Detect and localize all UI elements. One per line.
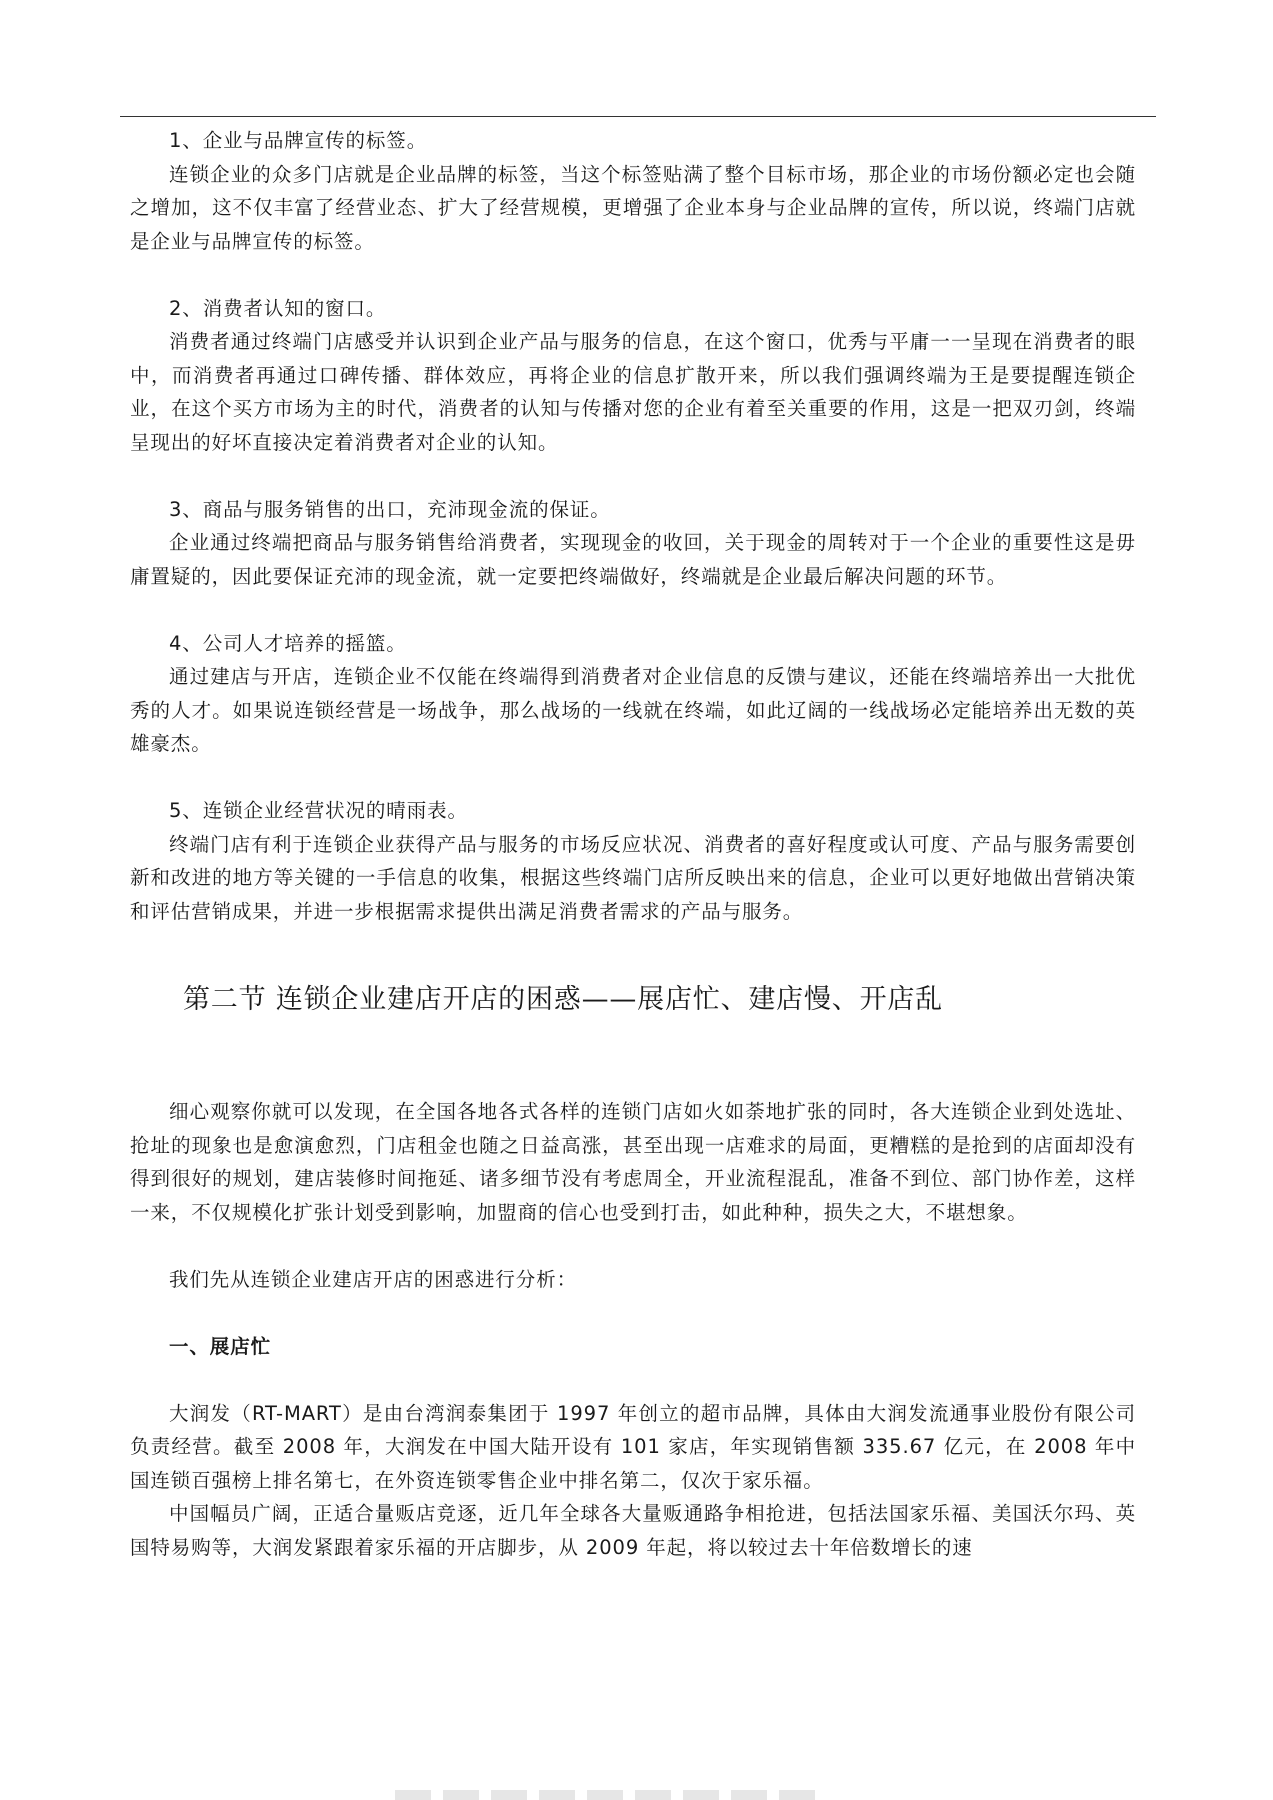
item-body-1: 连锁企业的众多门店就是企业品牌的标签，当这个标签贴满了整个目标市场，那企业的市场份额必定也会随之增加，这不仅丰富了经营业态、扩大了经营规模，更增强了企业本身与企业品牌的宣传，所以说，终端门店就是企业与品牌宣传的标签。 <box>130 162 1136 253</box>
item-body-2: 消费者通过终端门店感受并认识到企业产品与服务的信息，在这个窗口，优秀与平庸一一呈现在消费者的眼中，而消费者再通过口碑传播、群体效应，再将企业的信息扩散开来，所以我们强调终端为王是要提醒连锁企业，在这个买方市场为主的时代，消费者的认知与传播对您的企业有着至关重要的作用，这是一把双刃剑，终端呈现出的好坏直接决定着消费者对企业的认知。 <box>130 330 1136 454</box>
item-body-5: 终端门店有利于连锁企业获得产品与服务的市场反应状况、消费者的喜好程度或认可度、产品与服务需要创新和改进的地方等关键的一手信息的收集，根据这些终端门店所反映出来的信息，企业可以更好地做出营销决策和评估营销成果，并进一步根据需求提供出满足消费者需求的产品与服务。 <box>130 832 1136 923</box>
sub-heading: 一、展店忙 <box>169 1334 272 1358</box>
item-title-5: 5、连锁企业经营状况的晴雨表。 <box>169 799 468 822</box>
section-title: 第二节 连锁企业建店开店的困惑——展店忙、建店慢、开店乱 <box>183 984 943 1015</box>
item-title-4: 4、公司人才培养的摇篮。 <box>169 631 407 655</box>
document-body <box>130 124 1136 1564</box>
intro-paragraph: 细心观察你就可以发现，在全国各地各式各样的连锁门店如火如荼地扩张的同时，各大连锁企业到处选址、抢址的现象也是愈演愈烈，门店租金也随之日益高涨，甚至出现一店难求的局面，更糟糕的是抢到的店面却没有得到很好的规划，建店装修时间拖延、诸多细节没有考虑周全，开业流程混乱，准备不到位、部门协作差，这样一来，不仅规模化扩张计划受到影响，加盟商的信心也受到打击，如此种种，损失之大，不堪想象。 <box>130 1100 1136 1224</box>
bottom-edge-marks <box>395 1790 815 1800</box>
item-body-3: 企业通过终端把商品与服务销售给消费者，实现现金的收回，关于现金的周转对于一个企业的重要性这是毋庸置疑的，因此要保证充沛的现金流，就一定要把终端做好，终端就是企业最后解决问题的环节。 <box>130 531 1136 588</box>
china-market-paragraph: 中国幅员广阔，正适合量贩店竞逐，近几年全球各大量贩通路争相抢进，包括法国家乐福、美国沃尔玛、英国特易购等，大润发紧跟着家乐福的开店脚步，从 2009 年起，将以较过去十年倍数增长的速 <box>130 1502 1136 1559</box>
header-rule <box>120 116 1156 117</box>
item-body-4: 通过建店与开店，连锁企业不仅能在终端得到消费者对企业信息的反馈与建议，还能在终端培养出一大批优秀的人才。如果说连锁经营是一场战争，那么战场的一线就在终端，如此辽阔的一线战场必定能培养出无数的英雄豪杰。 <box>130 665 1136 755</box>
item-title-3: 3、商品与服务销售的出口，充沛现金流的保证。 <box>169 497 611 521</box>
item-title-1: 1、企业与品牌宣传的标签。 <box>169 129 428 152</box>
analysis-paragraph: 我们先从连锁企业建店开店的困惑进行分析： <box>169 1267 578 1291</box>
item-title-2: 2、消费者认知的窗口。 <box>169 296 387 320</box>
rtmart-paragraph: 大润发（RT-MART）是由台湾润泰集团于 1997 年创立的超市品牌，具体由大润发流通事业股份有限公司负责经营。截至 2008 年，大润发在中国大陆开设有 101 家店，年实现销售额 335.67 亿元，在 2008 年中国连锁百强榜上排名第七，在外资连锁零售企业中排名第二，仅次于家乐福。 <box>130 1401 1136 1492</box>
